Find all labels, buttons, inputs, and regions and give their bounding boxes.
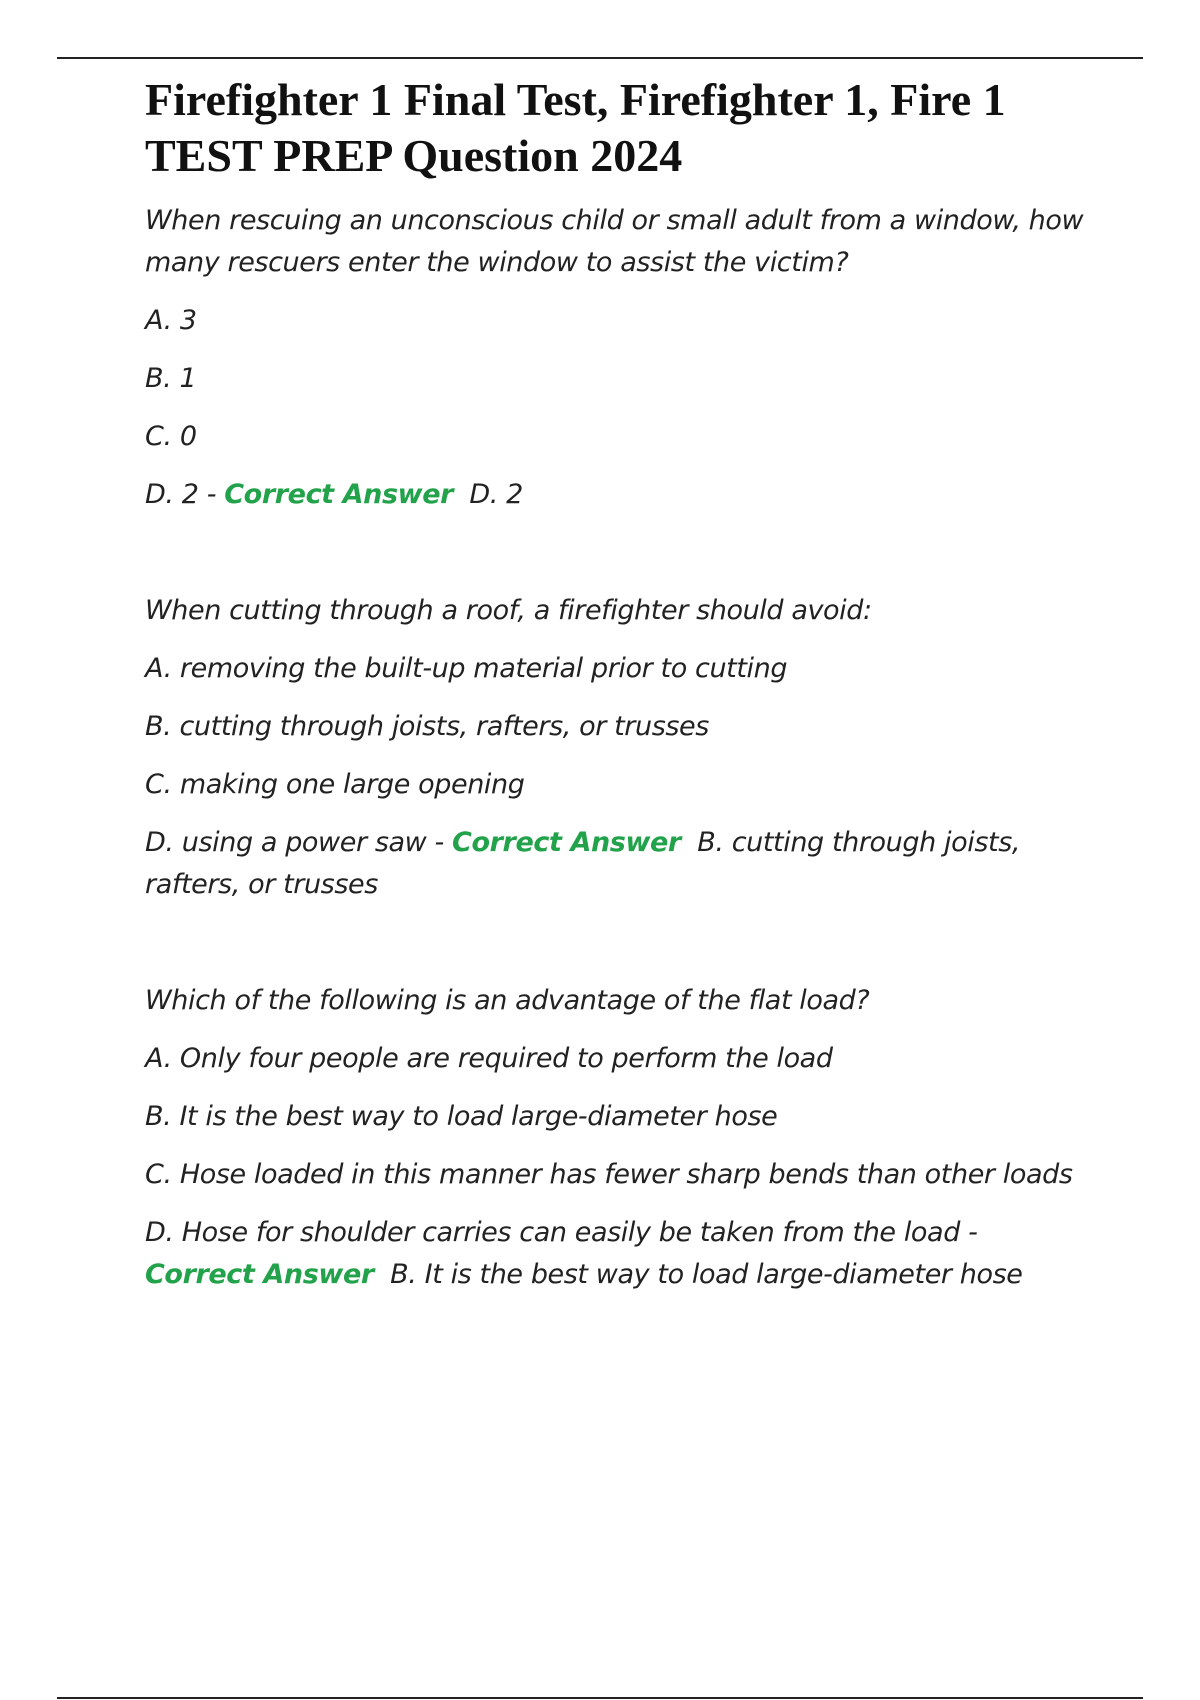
answer-text: B. cutting through joists, rafters, or trusses bbox=[145, 827, 1021, 900]
question-1 bbox=[145, 200, 1085, 516]
option-d-with-answer: D. using a power saw - Correct Answer B. cutting through joists, rafters, or trusses bbox=[145, 827, 1021, 900]
option-a: A. Only four people are required to perform the load bbox=[145, 1043, 833, 1074]
top-rule bbox=[57, 57, 1143, 59]
question-text: When rescuing an unconscious child or small adult from a window, how many rescuers enter the window to assist the victim? bbox=[145, 205, 1084, 278]
question-text: When cutting through a roof, a firefighter should avoid: bbox=[145, 595, 872, 626]
question-text: Which of the following is an advantage of the flat load? bbox=[145, 985, 870, 1016]
option-d: D. Hose for shoulder carries can easily be taken from the load bbox=[145, 1217, 960, 1248]
correct-answer-label: Correct Answer bbox=[145, 1259, 374, 1290]
option-c: C. making one large opening bbox=[145, 769, 525, 800]
bottom-rule bbox=[57, 1697, 1143, 1699]
question-spacer bbox=[145, 532, 1085, 590]
option-b: B. cutting through joists, rafters, or trusses bbox=[145, 711, 709, 742]
option-c: C. Hose loaded in this manner has fewer sharp bends than other loads bbox=[145, 1159, 1073, 1190]
document-title: Firefighter 1 Final Test, Firefighter 1, Fire 1 TEST PREP Question 2024 bbox=[145, 74, 1006, 181]
option-b: B. 1 bbox=[145, 363, 197, 394]
option-a: A. removing the built-up material prior to cutting bbox=[145, 653, 788, 684]
answer-text: B. It is the best way to load large-diameter hose bbox=[390, 1259, 1023, 1290]
option-d-with-answer: D. Hose for shoulder carries can easily be taken from the load - Correct Answer B. It is the best way to load large-diameter hose bbox=[145, 1217, 1023, 1290]
document-body bbox=[145, 72, 1085, 1312]
question-3 bbox=[145, 980, 1085, 1296]
question-spacer bbox=[145, 922, 1085, 980]
option-a: A. 3 bbox=[145, 305, 197, 336]
answer-text: D. 2 bbox=[469, 479, 523, 510]
option-b: B. It is the best way to load large-diameter hose bbox=[145, 1101, 778, 1132]
option-d: D. 2 bbox=[145, 479, 199, 510]
option-d: D. using a power saw bbox=[145, 827, 427, 858]
question-2 bbox=[145, 590, 1085, 906]
option-c: C. 0 bbox=[145, 421, 197, 452]
correct-answer-label: Correct Answer bbox=[224, 479, 454, 510]
correct-answer-label: Correct Answer bbox=[452, 827, 681, 858]
option-d-with-answer: D. 2 - Correct Answer D. 2 bbox=[145, 479, 523, 510]
